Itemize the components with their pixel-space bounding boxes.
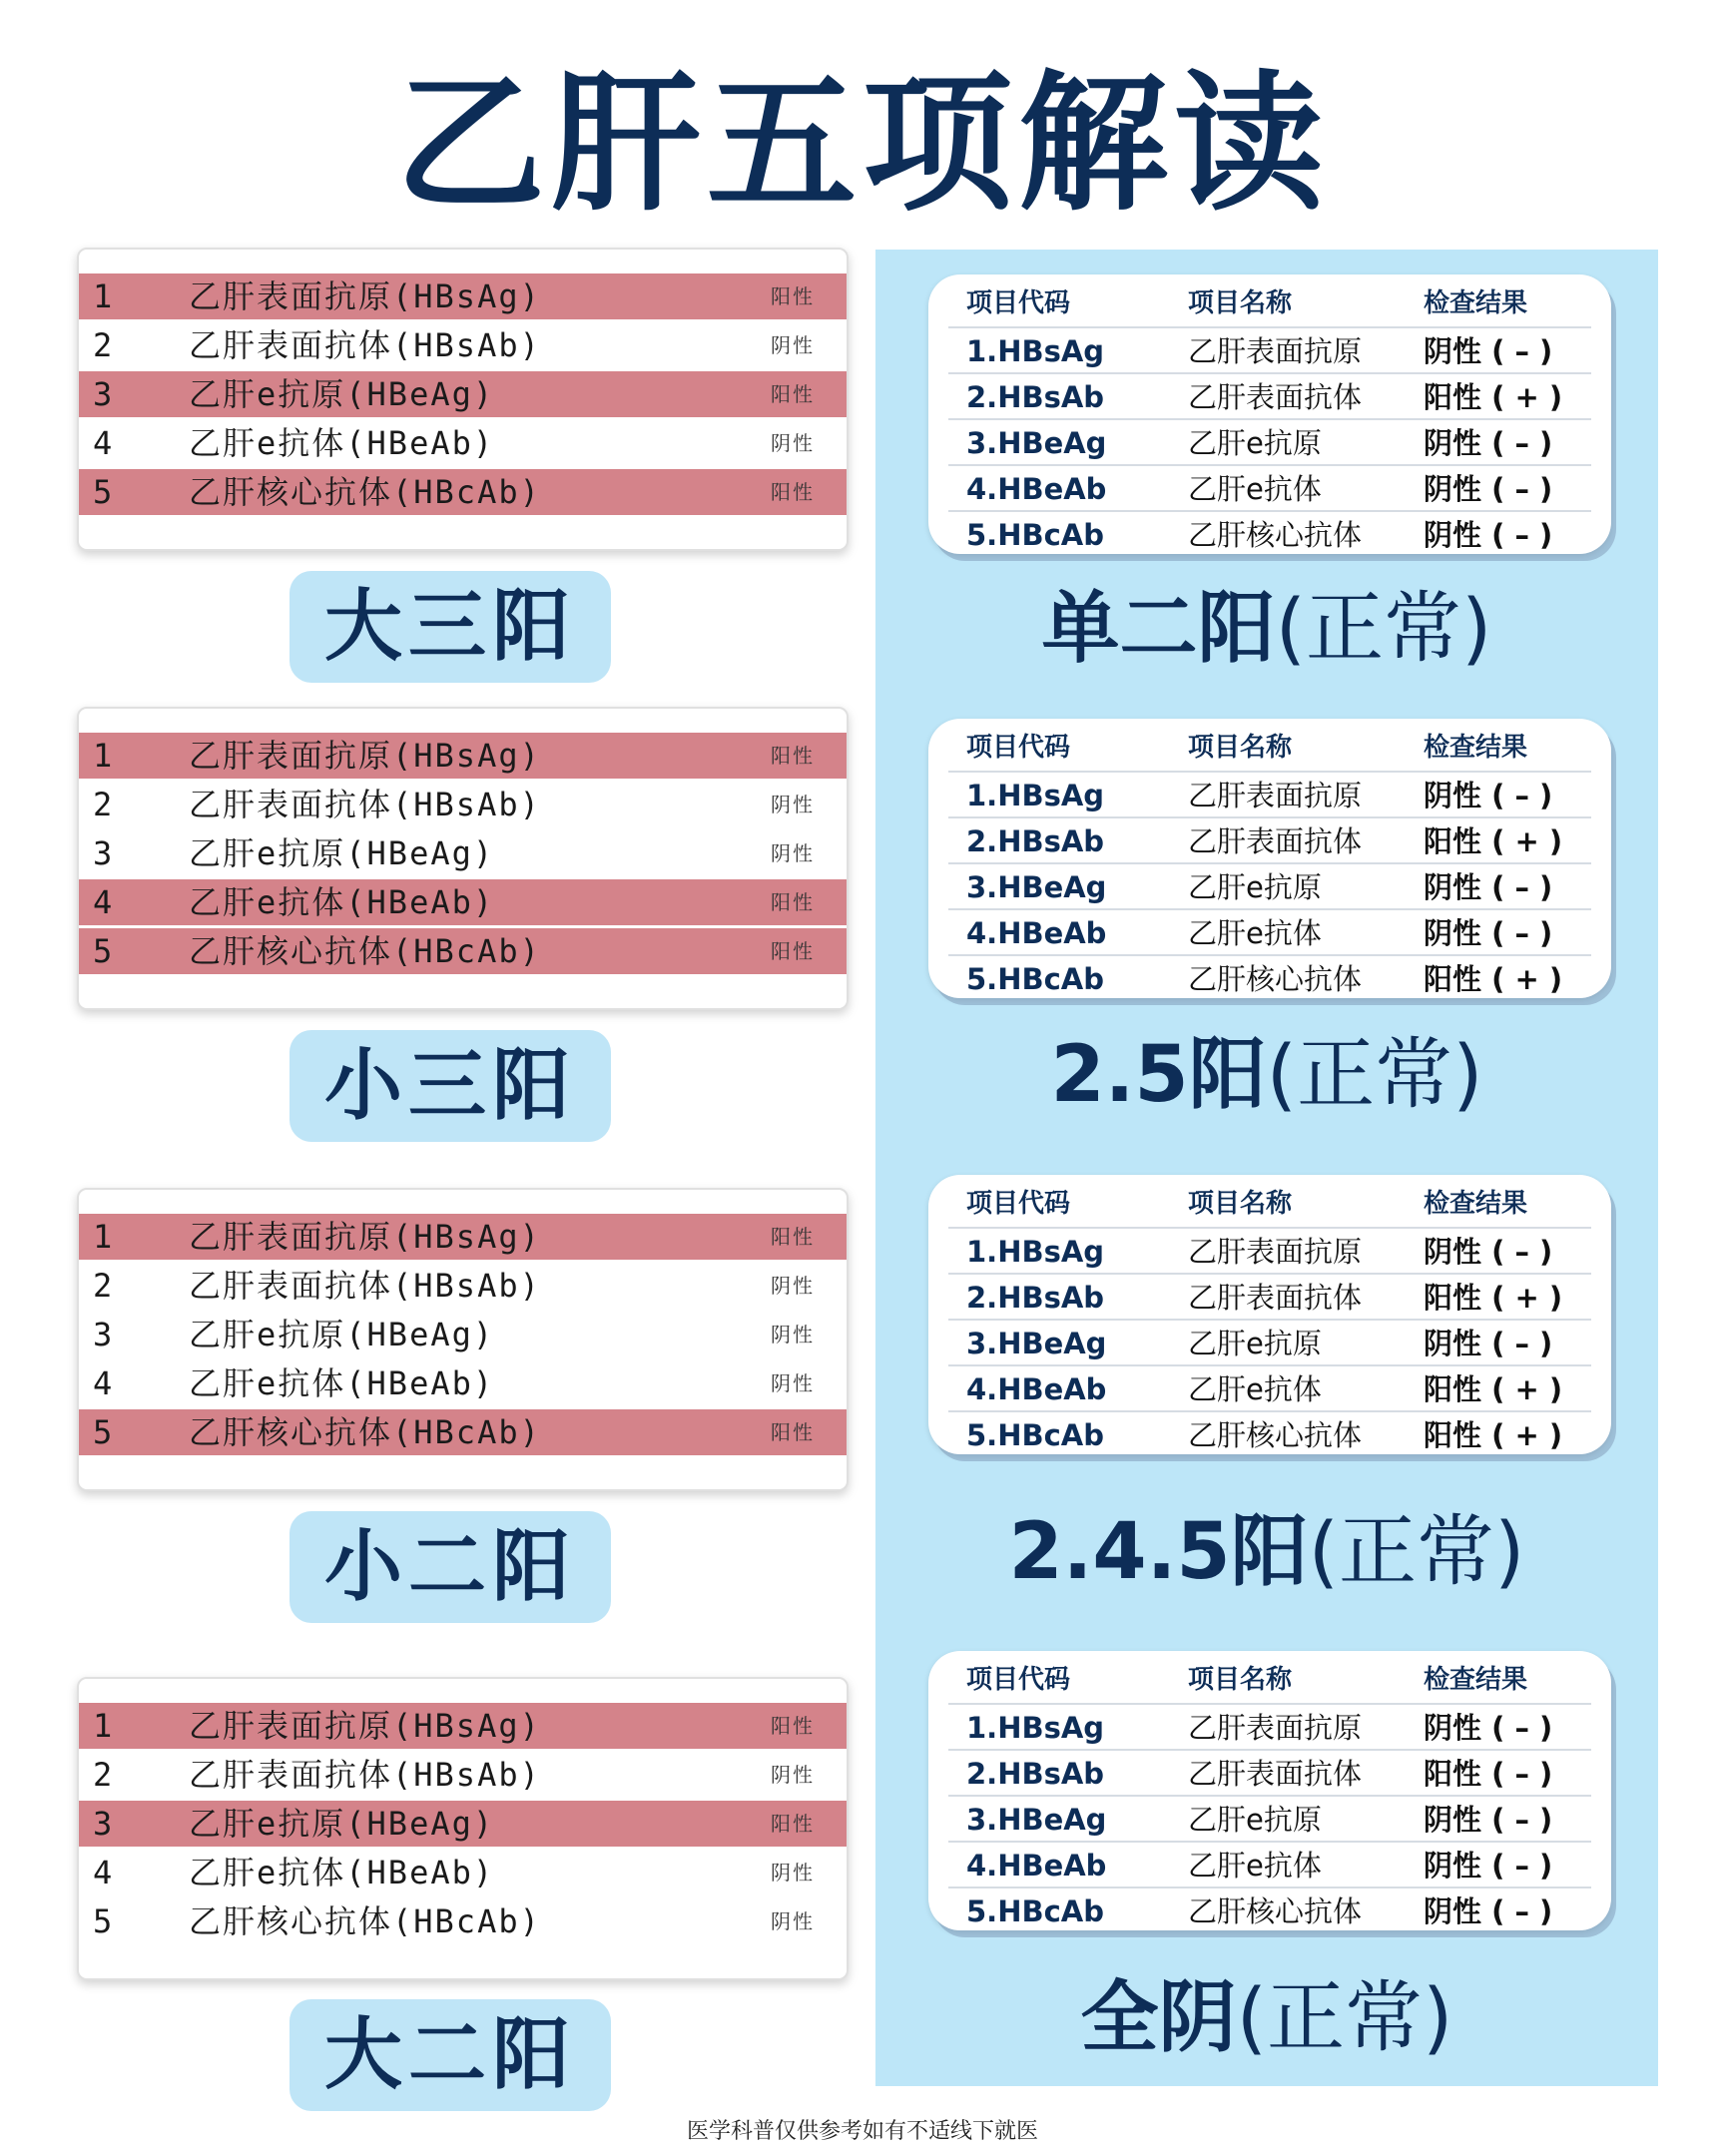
row-number: 3 [93, 1316, 113, 1353]
row-result: 阴性 ( – ) [1424, 472, 1553, 506]
category-label-sub: (正常) [1266, 1030, 1483, 1120]
category-badge: 大三阳 [289, 571, 611, 683]
row-code: 5.HBcAb [966, 1418, 1104, 1452]
row-number: 3 [93, 375, 113, 413]
row-item-name: 乙肝e抗原 [1188, 1327, 1322, 1360]
row-item-name: 乙肝表面抗原(HBsAg) [189, 1707, 541, 1745]
left-row-negative [79, 1752, 847, 1798]
row-number: 1 [93, 737, 113, 775]
left-row-negative [79, 1898, 847, 1944]
category-label [875, 1963, 1658, 2073]
table-row [948, 510, 1591, 558]
row-number: 4 [93, 1364, 113, 1402]
category-label [875, 1497, 1658, 1607]
row-number: 1 [93, 1218, 113, 1256]
header-code: 项目代码 [966, 1189, 1071, 1219]
row-item-name: 乙肝e抗体 [1188, 916, 1322, 950]
row-item-name: 乙肝核心抗体 [1188, 962, 1363, 996]
left-result-card [77, 1188, 849, 1491]
right-result-card [928, 719, 1611, 998]
row-number: 5 [93, 932, 113, 970]
left-row-negative [79, 1263, 847, 1309]
row-result: 阴性 [771, 793, 815, 816]
category-label-sub: (正常) [1236, 1973, 1453, 2063]
left-row-positive [79, 879, 847, 925]
row-number: 5 [93, 473, 113, 511]
table-header [948, 280, 1591, 326]
row-number: 2 [93, 1756, 113, 1794]
row-code: 3.HBeAg [966, 1803, 1107, 1837]
table-header [948, 1181, 1591, 1227]
page-title: 乙肝五项解读 [394, 58, 1330, 232]
row-result: 阴性 ( – ) [1424, 870, 1553, 904]
row-code: 2.HBsAb [966, 380, 1105, 414]
left-row-positive [79, 371, 847, 417]
row-code: 4.HBeAb [966, 916, 1107, 950]
row-item-name: 乙肝表面抗原(HBsAg) [189, 1218, 541, 1256]
table-row [948, 1364, 1591, 1412]
row-code: 5.HBcAb [966, 1894, 1104, 1928]
left-result-card [77, 248, 849, 551]
row-result: 阴性 ( – ) [1424, 779, 1553, 812]
row-result: 阳性 [771, 480, 815, 504]
row-result: 阳性 [771, 1812, 815, 1836]
table-row [948, 1319, 1591, 1366]
left-row-negative [79, 1312, 847, 1357]
left-row-negative [79, 1850, 847, 1895]
row-result: 阳性 [771, 1420, 815, 1444]
row-item-name: 乙肝e抗体 [1188, 1849, 1322, 1883]
left-row-positive [79, 469, 847, 515]
row-number: 5 [93, 1413, 113, 1451]
left-row-positive [79, 1703, 847, 1749]
row-code: 4.HBeAb [966, 472, 1107, 506]
row-item-name: 乙肝表面抗原 [1188, 1235, 1363, 1269]
row-item-name: 乙肝e抗原 [1188, 870, 1322, 904]
category-badge: 小三阳 [289, 1030, 611, 1142]
row-result: 阴性 ( – ) [1424, 518, 1553, 552]
header-result: 检查结果 [1424, 733, 1528, 763]
left-row-positive [79, 733, 847, 779]
row-result: 阳性 [771, 1714, 815, 1738]
row-result: 阳性 [771, 939, 815, 963]
row-code: 1.HBsAg [966, 1711, 1105, 1745]
left-row-positive [79, 1801, 847, 1847]
row-item-name: 乙肝表面抗体(HBsAb) [189, 786, 541, 823]
row-result: 阴性 ( – ) [1424, 1803, 1553, 1837]
row-result: 阳性 ( + ) [1424, 824, 1563, 858]
row-result: 阳性 [771, 744, 815, 768]
table-row [948, 1795, 1591, 1843]
row-item-name: 乙肝表面抗原 [1188, 779, 1363, 812]
table-row [948, 816, 1591, 864]
row-number: 4 [93, 1854, 113, 1891]
table-row [948, 954, 1591, 1002]
left-row-negative [79, 830, 847, 876]
row-result: 阴性 [771, 1909, 815, 1933]
row-item-name: 乙肝核心抗体(HBcAb) [189, 932, 541, 970]
row-result: 阴性 [771, 431, 815, 455]
row-result: 阳性 [771, 284, 815, 308]
row-number: 1 [93, 277, 113, 315]
category-label-sub: (正常) [1308, 1507, 1525, 1597]
row-item-name: 乙肝e抗体(HBeAb) [189, 424, 495, 462]
row-code: 1.HBsAg [966, 1235, 1105, 1269]
category-label-main: 2.4.5阳 [1008, 1507, 1309, 1597]
row-item-name: 乙肝表面抗体 [1188, 380, 1363, 414]
row-item-name: 乙肝e抗体(HBeAb) [189, 1854, 495, 1891]
row-number: 2 [93, 1267, 113, 1305]
row-item-name: 乙肝e抗体(HBeAb) [189, 883, 495, 921]
table-row [948, 1886, 1591, 1934]
row-code: 1.HBsAg [966, 334, 1105, 368]
row-result: 阴性 ( – ) [1424, 334, 1553, 368]
category-label [875, 574, 1658, 684]
row-code: 4.HBeAb [966, 1372, 1107, 1406]
header-result: 检查结果 [1424, 1189, 1528, 1219]
row-result: 阴性 ( – ) [1424, 426, 1553, 460]
row-item-name: 乙肝核心抗体(HBcAb) [189, 1413, 541, 1451]
row-code: 1.HBsAg [966, 779, 1105, 812]
row-result: 阴性 [771, 1763, 815, 1787]
left-result-card [77, 1677, 849, 1980]
row-code: 2.HBsAb [966, 824, 1105, 858]
row-code: 3.HBeAg [966, 426, 1107, 460]
row-code: 2.HBsAb [966, 1757, 1105, 1791]
row-result: 阴性 ( – ) [1424, 1894, 1553, 1928]
table-row [948, 464, 1591, 512]
category-badge: 小二阳 [289, 1511, 611, 1623]
table-row [948, 771, 1591, 818]
row-item-name: 乙肝表面抗原 [1188, 334, 1363, 368]
table-row [948, 418, 1591, 466]
row-result: 阳性 ( – ) [1424, 1757, 1553, 1791]
row-item-name: 乙肝核心抗体(HBcAb) [189, 473, 541, 511]
row-item-name: 乙肝表面抗原(HBsAg) [189, 277, 541, 315]
header-code: 项目代码 [966, 733, 1071, 763]
left-row-negative [79, 420, 847, 466]
table-row [948, 1227, 1591, 1275]
row-item-name: 乙肝表面抗体(HBsAb) [189, 1756, 541, 1794]
row-code: 3.HBeAg [966, 1327, 1107, 1360]
row-code: 5.HBcAb [966, 518, 1104, 552]
left-row-negative [79, 322, 847, 368]
right-result-card [928, 274, 1611, 554]
right-result-card [928, 1175, 1611, 1454]
header-name: 项目名称 [1188, 733, 1293, 763]
row-result: 阳性 [771, 1225, 815, 1249]
row-item-name: 乙肝表面抗体(HBsAb) [189, 1267, 541, 1305]
right-result-card [928, 1651, 1611, 1930]
header-result: 检查结果 [1424, 288, 1528, 318]
table-row [948, 862, 1591, 910]
row-code: 5.HBcAb [966, 962, 1104, 996]
left-row-negative [79, 782, 847, 827]
row-code: 3.HBeAg [966, 870, 1107, 904]
category-label-main: 2.5阳 [1050, 1030, 1267, 1120]
category-badge: 大二阳 [289, 1999, 611, 2111]
row-result: 阴性 [771, 333, 815, 357]
row-result: 阳性 [771, 890, 815, 914]
row-item-name: 乙肝表面抗体 [1188, 824, 1363, 858]
row-number: 3 [93, 1805, 113, 1843]
category-label-sub: (正常) [1275, 584, 1492, 674]
header-result: 检查结果 [1424, 1665, 1528, 1695]
header-name: 项目名称 [1188, 1189, 1293, 1219]
row-number: 4 [93, 883, 113, 921]
table-row [948, 1749, 1591, 1797]
row-result: 阳性 ( + ) [1424, 962, 1563, 996]
row-item-name: 乙肝核心抗体 [1188, 1418, 1363, 1452]
row-item-name: 乙肝e抗体 [1188, 472, 1322, 506]
header-code: 项目代码 [966, 288, 1071, 318]
row-result: 阴性 ( – ) [1424, 1327, 1553, 1360]
table-row [948, 1703, 1591, 1751]
row-item-name: 乙肝核心抗体 [1188, 1894, 1363, 1928]
table-row [948, 1410, 1591, 1458]
row-number: 2 [93, 786, 113, 823]
row-item-name: 乙肝核心抗体 [1188, 518, 1363, 552]
row-item-name: 乙肝e抗原(HBeAg) [189, 1316, 495, 1353]
row-result: 阴性 ( – ) [1424, 1235, 1553, 1269]
left-row-positive [79, 273, 847, 319]
row-item-name: 乙肝e抗原 [1188, 1803, 1322, 1837]
row-item-name: 乙肝e抗原(HBeAg) [189, 834, 495, 872]
left-row-positive [79, 928, 847, 974]
header-name: 项目名称 [1188, 1665, 1293, 1695]
row-code: 4.HBeAb [966, 1849, 1107, 1883]
row-item-name: 乙肝表面抗体 [1188, 1281, 1363, 1315]
row-item-name: 乙肝表面抗原(HBsAg) [189, 737, 541, 775]
left-row-positive [79, 1214, 847, 1260]
row-result: 阴性 [771, 1371, 815, 1395]
row-item-name: 乙肝核心抗体(HBcAb) [189, 1902, 541, 1940]
table-row [948, 1273, 1591, 1321]
row-result: 阴性 [771, 1323, 815, 1347]
table-row [948, 1841, 1591, 1888]
table-row [948, 326, 1591, 374]
row-number: 1 [93, 1707, 113, 1745]
table-row [948, 908, 1591, 956]
row-item-name: 乙肝e抗原(HBeAg) [189, 375, 495, 413]
row-result: 阴性 [771, 1861, 815, 1885]
left-row-positive [79, 1409, 847, 1455]
table-row [948, 372, 1591, 420]
row-result: 阳性 ( + ) [1424, 380, 1563, 414]
row-result: 阳性 ( + ) [1424, 1281, 1563, 1315]
row-result: 阴性 ( – ) [1424, 1711, 1553, 1745]
table-header [948, 1657, 1591, 1703]
row-item-name: 乙肝e抗体(HBeAb) [189, 1364, 495, 1402]
row-item-name: 乙肝e抗原 [1188, 426, 1322, 460]
row-item-name: 乙肝e抗体 [1188, 1372, 1322, 1406]
category-label-main: 单二阳 [1041, 584, 1276, 674]
row-number: 4 [93, 424, 113, 462]
row-item-name: 乙肝表面抗原 [1188, 1711, 1363, 1745]
row-item-name: 乙肝表面抗体 [1188, 1757, 1363, 1791]
row-result: 阴性 [771, 841, 815, 865]
row-code: 2.HBsAb [966, 1281, 1105, 1315]
row-result: 阳性 ( + ) [1424, 1418, 1563, 1452]
header-code: 项目代码 [966, 1665, 1071, 1695]
row-result: 阴性 [771, 1274, 815, 1298]
row-result: 阳性 ( + ) [1424, 1372, 1563, 1406]
row-result: 阳性 [771, 382, 815, 406]
row-number: 2 [93, 326, 113, 364]
disclaimer-footer: 医学科普仅供参考如有不适线下就医 [686, 2119, 1038, 2144]
left-row-negative [79, 1360, 847, 1406]
header-name: 项目名称 [1188, 288, 1293, 318]
row-number: 5 [93, 1902, 113, 1940]
row-item-name: 乙肝e抗原(HBeAg) [189, 1805, 495, 1843]
category-label-main: 全阴 [1080, 1973, 1237, 2063]
table-header [948, 725, 1591, 771]
row-result: 阴性 ( – ) [1424, 916, 1553, 950]
row-item-name: 乙肝表面抗体(HBsAb) [189, 326, 541, 364]
row-number: 3 [93, 834, 113, 872]
category-label [875, 1020, 1658, 1130]
left-result-card [77, 707, 849, 1010]
row-result: 阴性 ( – ) [1424, 1849, 1553, 1883]
